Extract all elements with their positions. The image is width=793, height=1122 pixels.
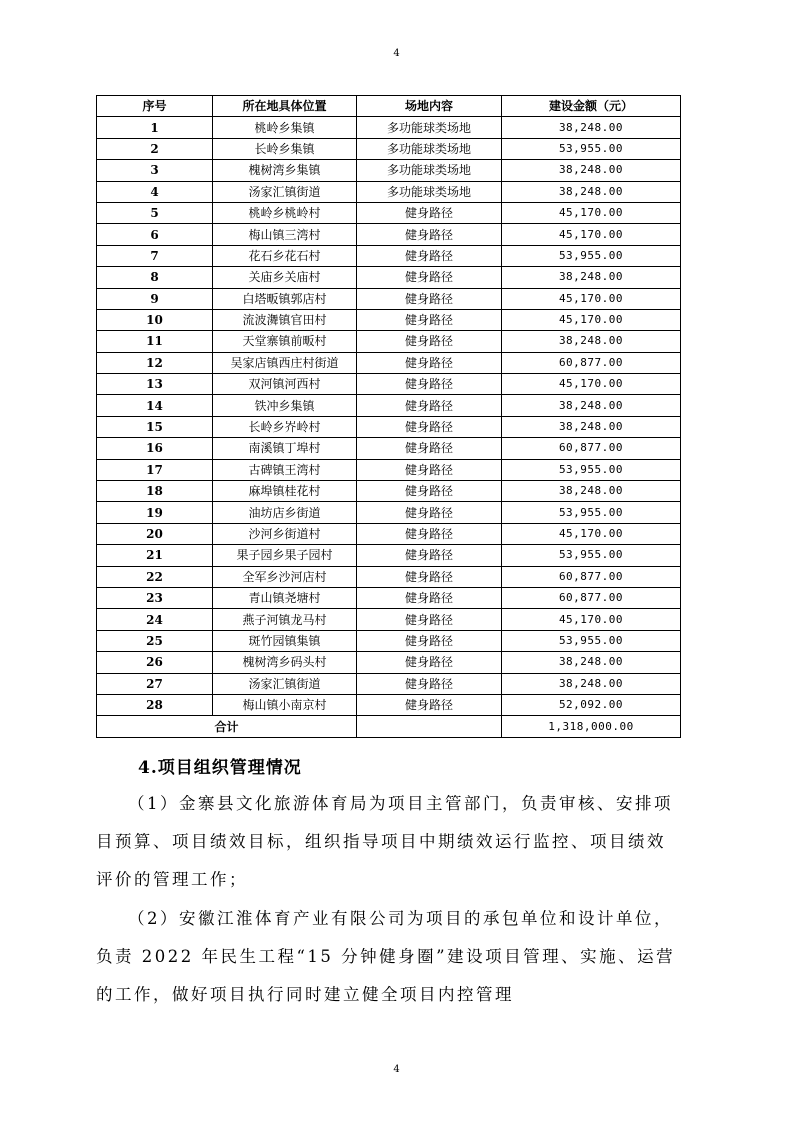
table-row xyxy=(97,224,681,245)
table-row xyxy=(97,395,681,416)
cell-amount: 38,248.00 xyxy=(502,117,681,138)
cell-location: 槐树湾乡码头村 xyxy=(213,652,357,673)
cell-seq: 19 xyxy=(97,502,213,523)
cell-amount: 45,170.00 xyxy=(502,374,681,395)
cell-amount: 45,170.00 xyxy=(502,288,681,309)
table-row xyxy=(97,160,681,181)
cell-content: 健身路径 xyxy=(357,609,502,630)
cell-amount: 45,170.00 xyxy=(502,202,681,223)
cell-seq: 8 xyxy=(97,267,213,288)
cell-amount: 53,955.00 xyxy=(502,459,681,480)
cell-amount: 38,248.00 xyxy=(502,267,681,288)
cell-location: 梅山镇三湾村 xyxy=(213,224,357,245)
cell-content: 健身路径 xyxy=(357,694,502,715)
cell-seq: 5 xyxy=(97,202,213,223)
cell-content: 健身路径 xyxy=(357,374,502,395)
table-row xyxy=(97,374,681,395)
cell-seq: 17 xyxy=(97,459,213,480)
cell-amount: 53,955.00 xyxy=(502,245,681,266)
cell-location: 斑竹园镇集镇 xyxy=(213,630,357,651)
cell-seq: 2 xyxy=(97,138,213,159)
cell-amount: 45,170.00 xyxy=(502,609,681,630)
cell-location: 油坊店乡街道 xyxy=(213,502,357,523)
table-row xyxy=(97,566,681,587)
cell-amount: 53,955.00 xyxy=(502,545,681,566)
table-row xyxy=(97,630,681,651)
cell-location: 花石乡花石村 xyxy=(213,245,357,266)
cell-seq: 26 xyxy=(97,652,213,673)
cell-amount: 45,170.00 xyxy=(502,224,681,245)
cell-seq: 10 xyxy=(97,309,213,330)
cell-location: 白塔畈镇郭店村 xyxy=(213,288,357,309)
cell-content: 健身路径 xyxy=(357,352,502,373)
cell-amount: 38,248.00 xyxy=(502,652,681,673)
cell-seq: 9 xyxy=(97,288,213,309)
header-location: 所在地具体位置 xyxy=(213,96,357,117)
cell-amount: 45,170.00 xyxy=(502,309,681,330)
cell-amount: 53,955.00 xyxy=(502,138,681,159)
cell-content: 健身路径 xyxy=(357,202,502,223)
table-row xyxy=(97,288,681,309)
cell-seq: 14 xyxy=(97,395,213,416)
page-number-bottom: 4 xyxy=(393,1064,400,1075)
cell-content: 健身路径 xyxy=(357,481,502,502)
cell-location: 关庙乡关庙村 xyxy=(213,267,357,288)
cell-seq: 11 xyxy=(97,331,213,352)
cell-seq: 16 xyxy=(97,438,213,459)
cell-seq: 25 xyxy=(97,630,213,651)
cell-content: 健身路径 xyxy=(357,395,502,416)
cell-seq: 7 xyxy=(97,245,213,266)
table-row xyxy=(97,245,681,266)
cell-location: 长岭乡集镇 xyxy=(213,138,357,159)
table-row xyxy=(97,438,681,459)
cell-amount: 38,248.00 xyxy=(502,416,681,437)
total-value: 1,318,000.00 xyxy=(502,716,681,737)
cell-content: 健身路径 xyxy=(357,566,502,587)
cell-content: 健身路径 xyxy=(357,438,502,459)
cell-amount: 53,955.00 xyxy=(502,502,681,523)
table-row xyxy=(97,202,681,223)
cell-content: 多功能球类场地 xyxy=(357,160,502,181)
total-label: 合计 xyxy=(97,716,357,737)
cell-location: 吴家店镇西庄村街道 xyxy=(213,352,357,373)
cell-content: 多功能球类场地 xyxy=(357,138,502,159)
cell-location: 双河镇河西村 xyxy=(213,374,357,395)
cell-location: 天堂寨镇前畈村 xyxy=(213,331,357,352)
section-heading: 4.项目组织管理情况 xyxy=(138,758,302,778)
table-header-row xyxy=(97,96,681,117)
cell-amount: 52,092.00 xyxy=(502,694,681,715)
cell-amount: 38,248.00 xyxy=(502,160,681,181)
total-row xyxy=(97,716,681,737)
cell-seq: 23 xyxy=(97,587,213,608)
cell-seq: 27 xyxy=(97,673,213,694)
header-content: 场地内容 xyxy=(357,96,502,117)
table-row xyxy=(97,267,681,288)
cell-location: 沙河乡街道村 xyxy=(213,523,357,544)
cell-amount: 60,877.00 xyxy=(502,587,681,608)
cell-amount: 38,248.00 xyxy=(502,395,681,416)
cell-location: 南溪镇丁埠村 xyxy=(213,438,357,459)
cell-location: 果子园乡果子园村 xyxy=(213,545,357,566)
cell-amount: 38,248.00 xyxy=(502,181,681,202)
cell-location: 燕子河镇龙马村 xyxy=(213,609,357,630)
page-number-top: 4 xyxy=(393,48,400,59)
cell-amount: 38,248.00 xyxy=(502,673,681,694)
table-row xyxy=(97,117,681,138)
cell-content: 健身路径 xyxy=(357,245,502,266)
table-row xyxy=(97,609,681,630)
table-row xyxy=(97,181,681,202)
table-row xyxy=(97,673,681,694)
cell-content: 健身路径 xyxy=(357,502,502,523)
cell-content: 健身路径 xyxy=(357,523,502,544)
cell-amount: 53,955.00 xyxy=(502,630,681,651)
cell-seq: 3 xyxy=(97,160,213,181)
cell-content: 健身路径 xyxy=(357,416,502,437)
cell-seq: 21 xyxy=(97,545,213,566)
cell-location: 长岭乡岕岭村 xyxy=(213,416,357,437)
cell-amount: 60,877.00 xyxy=(502,438,681,459)
total-empty-cell xyxy=(357,716,502,737)
table-row xyxy=(97,309,681,330)
cell-location: 铁冲乡集镇 xyxy=(213,395,357,416)
table-row xyxy=(97,481,681,502)
table-row xyxy=(97,694,681,715)
cell-location: 青山镇尧塘村 xyxy=(213,587,357,608)
cell-seq: 4 xyxy=(97,181,213,202)
cell-content: 健身路径 xyxy=(357,331,502,352)
cell-content: 健身路径 xyxy=(357,587,502,608)
cell-seq: 24 xyxy=(97,609,213,630)
cell-content: 多功能球类场地 xyxy=(357,181,502,202)
table-row xyxy=(97,652,681,673)
cell-content: 健身路径 xyxy=(357,267,502,288)
cell-location: 槐树湾乡集镇 xyxy=(213,160,357,181)
header-seq: 序号 xyxy=(97,96,213,117)
cell-content: 健身路径 xyxy=(357,459,502,480)
table-row xyxy=(97,545,681,566)
cell-amount: 45,170.00 xyxy=(502,523,681,544)
cell-seq: 22 xyxy=(97,566,213,587)
cell-location: 古碑镇王湾村 xyxy=(213,459,357,480)
cell-content: 健身路径 xyxy=(357,673,502,694)
cell-seq: 1 xyxy=(97,117,213,138)
cell-location: 桃岭乡集镇 xyxy=(213,117,357,138)
table-row xyxy=(97,502,681,523)
table-row xyxy=(97,138,681,159)
cell-content: 健身路径 xyxy=(357,545,502,566)
cell-content: 健身路径 xyxy=(357,224,502,245)
cell-location: 桃岭乡桃岭村 xyxy=(213,202,357,223)
cell-amount: 38,248.00 xyxy=(502,331,681,352)
cell-content: 健身路径 xyxy=(357,630,502,651)
header-amount: 建设金额（元） xyxy=(502,96,681,117)
paragraph-1: （1）金寨县文化旅游体育局为项目主管部门，负责审核、安排项目预算、项目绩效目标，组织指导项目中期绩效运行监控、项目绩效评价的管理工作； xyxy=(96,794,673,889)
cell-seq: 28 xyxy=(97,694,213,715)
cell-seq: 15 xyxy=(97,416,213,437)
table-row xyxy=(97,459,681,480)
cell-location: 麻埠镇桂花村 xyxy=(213,481,357,502)
table-row xyxy=(97,352,681,373)
table-row xyxy=(97,331,681,352)
paragraph-2: （2）安徽江淮体育产业有限公司为项目的承包单位和设计单位，负责 2022 年民生工程“15 分钟健身圈”建设项目管理、实施、运营的工作，做好项目执行同时建立健全项目内控管理 xyxy=(96,909,676,1004)
cell-amount: 60,877.00 xyxy=(502,566,681,587)
cell-content: 健身路径 xyxy=(357,652,502,673)
cell-amount: 60,877.00 xyxy=(502,352,681,373)
cell-seq: 12 xyxy=(97,352,213,373)
cell-location: 全军乡沙河店村 xyxy=(213,566,357,587)
cell-seq: 18 xyxy=(97,481,213,502)
cell-content: 健身路径 xyxy=(357,309,502,330)
cell-seq: 20 xyxy=(97,523,213,544)
table-row xyxy=(97,587,681,608)
cell-location: 汤家汇镇街道 xyxy=(213,181,357,202)
cell-seq: 13 xyxy=(97,374,213,395)
cell-amount: 38,248.00 xyxy=(502,481,681,502)
cell-location: 汤家汇镇街道 xyxy=(213,673,357,694)
cell-location: 流波㵲镇官田村 xyxy=(213,309,357,330)
cell-content: 多功能球类场地 xyxy=(357,117,502,138)
project-table xyxy=(96,95,681,738)
cell-content: 健身路径 xyxy=(357,288,502,309)
cell-location: 梅山镇小南京村 xyxy=(213,694,357,715)
table-row xyxy=(97,416,681,437)
cell-seq: 6 xyxy=(97,224,213,245)
table-row xyxy=(97,523,681,544)
